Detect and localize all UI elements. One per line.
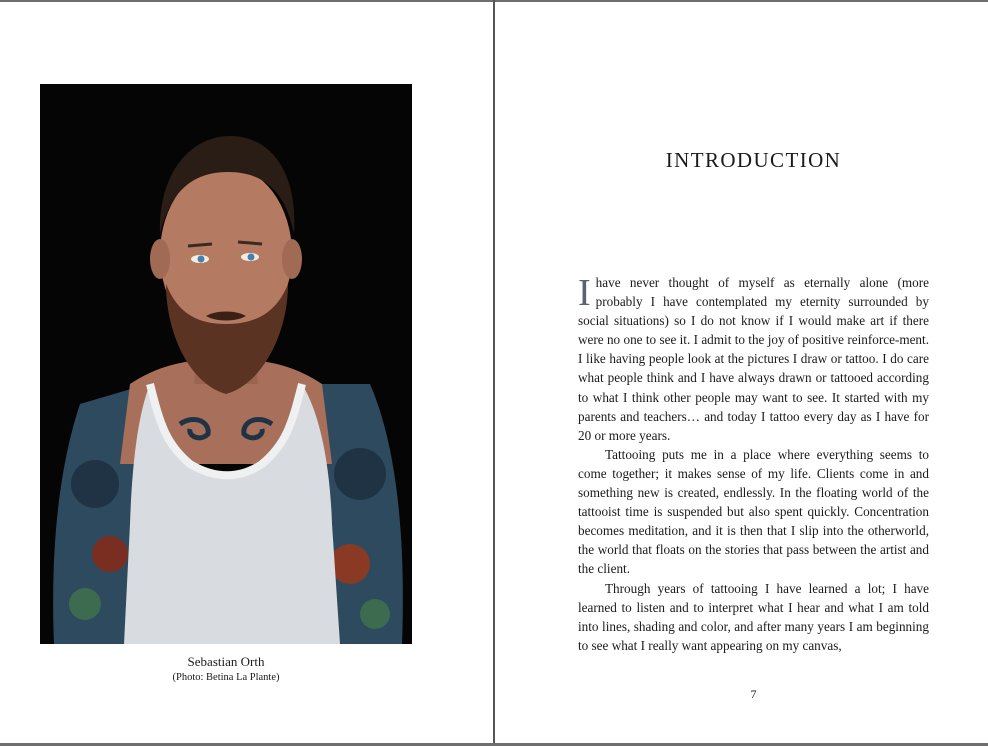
portrait-illustration: [40, 84, 412, 644]
paragraph-2: Tattooing puts me in a place where everything seems to come together; it makes sense of my life. Clients come in and something new is created, endlessly. In the floating world of the tattooist time is suspended but also spent quickly. Concentration becomes meditation, and it is then that I slip into the otherworld, the world that floats on the stories that pass between the artist and the client.: [578, 446, 929, 577]
book-spine-divider: [493, 0, 495, 746]
introduction-body: [578, 273, 929, 655]
page-number: 7: [750, 687, 757, 701]
photo-caption-name: Sebastian Orth: [187, 654, 265, 669]
paragraph-1-text: have never thought of myself as eternally alone (more probably I have contemplated my eternity surrounded by social situations) so I do not know if I would make art if there were no one to see it. I admit to the joy of positive reinforce-ment. I like having people look at the pictures I draw or tattoo. I do care what people think and I have always drawn or tattooed according to what I think other people may want to see. It started with my parents and teachers… and today I tattoo every day as I have for 20 or more years.: [578, 275, 929, 443]
chapter-heading: INTRODUCTION: [665, 148, 842, 172]
portrait-photo: [40, 84, 412, 644]
drop-cap: I: [578, 272, 591, 314]
paragraph-3: Through years of tattooing I have learned a lot; I have learned to listen and to interpret what I hear and what I am told into lines, shading and color, and after many years I am beginning to see what I really want appearing on my canvas,: [578, 580, 929, 653]
photo-caption-credit: (Photo: Betina La Plante): [172, 672, 280, 683]
paragraph-1: [578, 273, 929, 445]
